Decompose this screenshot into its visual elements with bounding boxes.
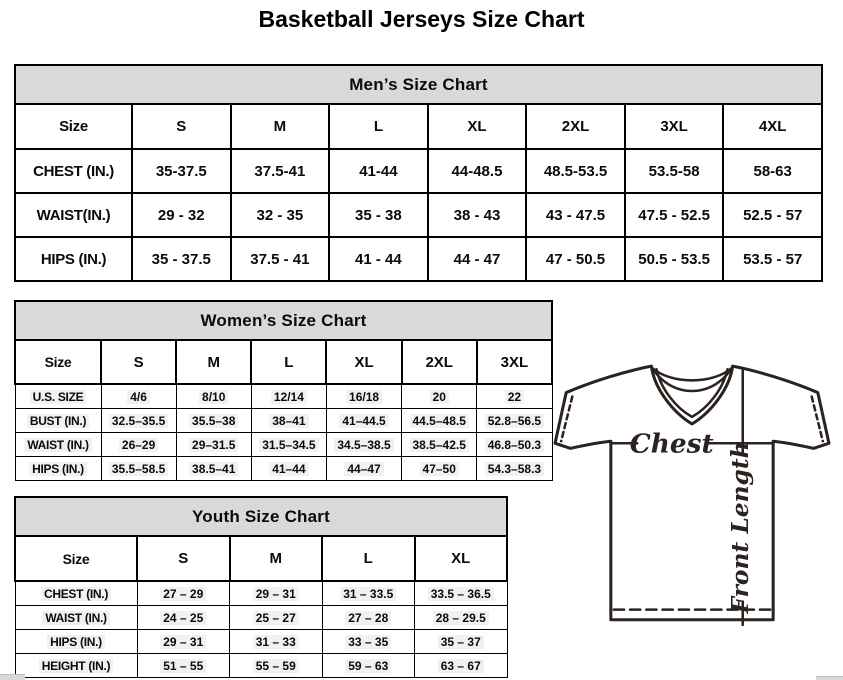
size-col-xl: XL [428,104,527,149]
table-cell [477,384,552,409]
table-row [15,384,552,409]
table-cell: 43 - 47.5 [526,193,625,237]
size-col-4xl: 4XL [723,104,822,149]
table-cell: 35 - 37.5 [132,237,231,281]
size-col-s: S [101,340,176,384]
table-row [15,237,822,281]
table-cell-text: 29 – 31 [253,587,299,601]
table-cell [176,409,251,433]
size-column-header: Size [15,340,101,384]
table-cell-text: 41–44.5 [339,414,388,428]
jersey-measurement-diagram [552,360,832,630]
table-cell: 37.5 - 41 [231,237,330,281]
table-cell [322,654,415,678]
table-cell-text: 26–29 [119,438,158,452]
table-cell: 35 - 38 [329,193,428,237]
table-cell [251,433,326,457]
table-cell-text: 31 – 33.5 [340,587,396,601]
table-row [15,606,507,630]
table-cell-text: 38.5–42.5 [410,438,469,452]
table-cell-text: 20 [430,390,449,404]
table-cell-text: 31 – 33 [253,635,299,649]
table-cell [326,409,401,433]
table-row [15,654,507,678]
table-cell-text: 52.8–56.5 [485,414,544,428]
row-label-text: CHEST (IN.) [41,587,111,601]
size-col-3xl: 3XL [625,104,724,149]
table-cell: 37.5-41 [231,149,330,193]
row-label [15,409,101,433]
table-cell [251,384,326,409]
row-label: WAIST(IN.) [15,193,132,237]
row-label: HIPS (IN.) [15,237,132,281]
table-cell: 53.5-58 [625,149,724,193]
table-cell [415,654,508,678]
size-col-s: S [132,104,231,149]
table-cell [137,630,230,654]
chest-label: Chest [629,428,714,460]
table-cell [230,581,323,606]
row-label-text: HEIGHT (IN.) [39,659,113,673]
table-cell [230,606,323,630]
table-cell-text: 32.5–35.5 [109,414,168,428]
womens-size-table [14,300,553,481]
collar-arc-1 [652,368,731,380]
table-cell-text: 22 [505,390,524,404]
row-label-text: U.S. SIZE [30,390,87,404]
size-col-l: L [251,340,326,384]
table-row [15,457,552,481]
front-length-label: Front Length [725,441,754,614]
table-cell [137,654,230,678]
table-cell: 58-63 [723,149,822,193]
row-label [15,630,137,654]
row-label [15,384,101,409]
size-col-m: M [176,340,251,384]
table-cell: 38 - 43 [428,193,527,237]
row-label [15,433,101,457]
jersey-icon [552,360,832,630]
size-column-header: Size [15,104,132,149]
table-cell-text: 25 – 27 [253,611,299,625]
table-cell-text: 35.5–38 [189,414,238,428]
table-cell-text: 28 – 29.5 [433,611,489,625]
table-cell-text: 29 – 31 [160,635,206,649]
size-col-3xl: 3XL [477,340,552,384]
table-cell: 35-37.5 [132,149,231,193]
table-cell-text: 46.8–50.3 [485,438,544,452]
table-cell [477,433,552,457]
table-cell-text: 35.5–58.5 [109,462,168,476]
mens-size-table [14,64,823,282]
table-cell-text: 44.5–48.5 [410,414,469,428]
youth-size-table [14,496,508,678]
table-cell-text: 29–31.5 [189,438,238,452]
table-row [15,149,822,193]
table-cell [176,457,251,481]
row-label-text: WAIST (IN.) [42,611,109,625]
table-cell-text: 59 – 63 [345,659,391,673]
table-cell [402,433,477,457]
row-label: CHEST (IN.) [15,149,132,193]
table-cell [326,433,401,457]
table-cell-text: 27 – 28 [345,611,391,625]
size-col-s: S [137,536,230,581]
table-row [15,581,507,606]
table-cell [477,457,552,481]
table-cell [402,457,477,481]
table-cell [176,433,251,457]
table-cell-text: 41–44 [269,462,308,476]
table-title: Youth Size Chart [15,497,507,536]
table-cell [322,606,415,630]
table-cell [101,457,176,481]
table-cell-text: 63 – 67 [438,659,484,673]
table-cell [137,581,230,606]
table-cell-text: 38.5–41 [189,462,238,476]
table-row [15,433,552,457]
size-col-xl: XL [415,536,508,581]
table-cell-text: 12/14 [271,390,307,404]
page-title: Basketball Jerseys Size Chart [258,6,585,32]
size-col-2xl: 2XL [526,104,625,149]
table-cell: 32 - 35 [231,193,330,237]
table-cell [402,384,477,409]
size-column-header: Size [15,536,137,581]
table-cell: 29 - 32 [132,193,231,237]
size-col-l: L [322,536,415,581]
table-cell [176,384,251,409]
table-cell [230,630,323,654]
table-cell: 47 - 50.5 [526,237,625,281]
table-cell [326,457,401,481]
size-col-m: M [230,536,323,581]
table-row [15,409,552,433]
jersey-outline [555,366,829,620]
cutoff-fragment-right [816,676,843,680]
table-cell-text: 16/18 [346,390,382,404]
table-cell-text: 54.3–58.3 [485,462,544,476]
table-cell-text: 4/6 [127,390,150,404]
table-cell-text: 55 – 59 [253,659,299,673]
table-title: Men’s Size Chart [15,65,822,104]
table-cell-text: 24 – 25 [160,611,206,625]
table-row [15,630,507,654]
table-row [15,193,822,237]
table-cell [415,606,508,630]
table-cell: 41 - 44 [329,237,428,281]
row-label-text: HIPS (IN.) [29,462,87,476]
table-cell-text: 51 – 55 [160,659,206,673]
row-label-text: BUST (IN.) [27,414,89,428]
table-cell: 44 - 47 [428,237,527,281]
table-cell: 48.5-53.5 [526,149,625,193]
table-title: Women’s Size Chart [15,301,552,340]
row-label [15,581,137,606]
table-cell: 41-44 [329,149,428,193]
table-cell [101,433,176,457]
table-cell-text: 34.5–38.5 [334,438,393,452]
row-label-text: WAIST (IN.) [24,438,91,452]
table-cell-text: 38–41 [269,414,308,428]
table-cell-text: 44–47 [344,462,383,476]
table-cell-text: 47–50 [420,462,459,476]
table-cell: 52.5 - 57 [723,193,822,237]
table-cell-text: 33.5 – 36.5 [428,587,494,601]
table-cell [415,630,508,654]
table-cell [402,409,477,433]
table-cell [101,409,176,433]
table-cell: 47.5 - 52.5 [625,193,724,237]
size-col-xl: XL [326,340,401,384]
table-cell: 44-48.5 [428,149,527,193]
row-label [15,654,137,678]
row-label-text: HIPS (IN.) [47,635,105,649]
table-cell-text: 27 – 29 [160,587,206,601]
table-cell-text: 35 – 37 [438,635,484,649]
table-cell [137,606,230,630]
table-cell [322,630,415,654]
size-col-l: L [329,104,428,149]
size-col-m: M [231,104,330,149]
row-label [15,606,137,630]
table-cell [326,384,401,409]
size-col-2xl: 2XL [402,340,477,384]
table-cell [230,654,323,678]
table-cell: 53.5 - 57 [723,237,822,281]
table-cell [322,581,415,606]
row-label [15,457,101,481]
table-cell [251,457,326,481]
cutoff-fragment-left [0,674,25,680]
table-cell [477,409,552,433]
table-cell-text: 31.5–34.5 [259,438,318,452]
table-cell [415,581,508,606]
table-cell-text: 8/10 [199,390,228,404]
table-cell: 50.5 - 53.5 [625,237,724,281]
table-cell [101,384,176,409]
table-cell [251,409,326,433]
table-cell-text: 33 – 35 [345,635,391,649]
